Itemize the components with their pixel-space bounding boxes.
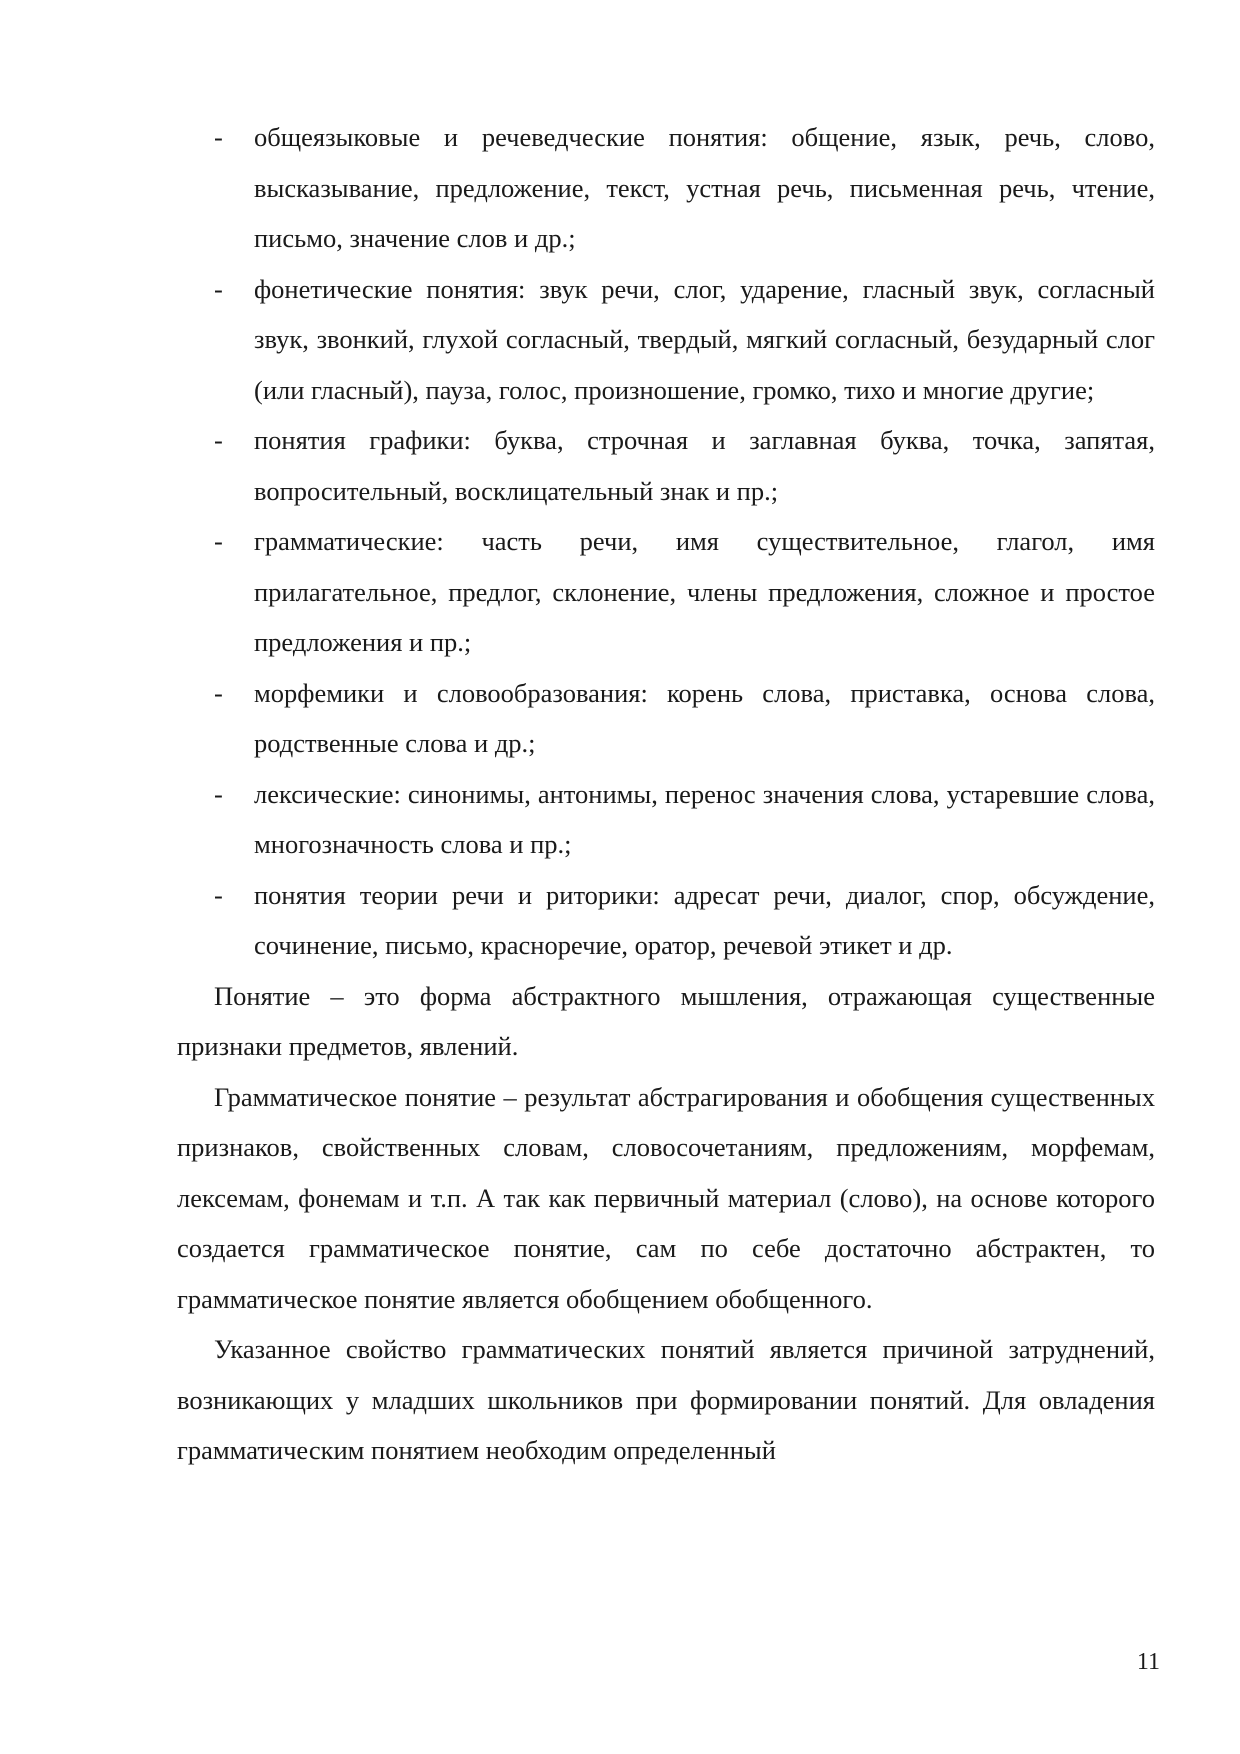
list-item-text: лексические: синонимы, антонимы, перенос значения слова, устаревшие слова, многозначность слова и пр.; [254, 778, 1155, 859]
list-item [177, 516, 1155, 668]
list-dash: - [214, 677, 223, 708]
paragraph-concept-definition: Понятие – это форма абстрактного мышления, отражающая существенные признаки предметов, явлений. [177, 980, 1155, 1061]
list-item-text: понятия графики: буква, строчная и заглавная буква, точка, запятая, вопросительный, восклицательный знак и пр.; [254, 425, 1155, 506]
list-item [177, 870, 1155, 971]
list-item-text: фонетические понятия: звук речи, слог, ударение, гласный звук, согласный звук, звонкий, глухой согласный, твердый, мягкий согласный, безударный слог (или гласный), пауза, голос, произношение, громко, тихо и многие другие; [254, 273, 1155, 405]
list-item [177, 112, 1155, 264]
list-dash: - [214, 526, 223, 556]
list-item [177, 415, 1155, 516]
page-number: 11 [1136, 1649, 1160, 1675]
list-dash: - [214, 122, 223, 152]
list-dash: - [214, 273, 223, 304]
list-item [177, 668, 1155, 769]
page-body [177, 112, 1155, 1476]
list-item-text: грамматические: часть речи, имя существительное, глагол, имя прилагательное, предлог, склонение, члены предложения, сложное и простое предложения и пр.; [254, 526, 1155, 657]
list-dash: - [214, 879, 223, 910]
list-item [177, 769, 1155, 870]
paragraph-difficulties: Указанное свойство грамматических понятий является причиной затруднений, возникающих у младших школьников при формировании понятий. Для овладения грамматическим понятием необходим определенный [177, 1334, 1155, 1465]
list-item-text: морфемики и словообразования: корень слова, приставка, основа слова, родственные слова и др.; [254, 677, 1155, 758]
list-dash: - [214, 425, 223, 455]
list-dash: - [214, 778, 223, 809]
list-item-text: общеязыковые и речеведческие понятия: общение, язык, речь, слово, высказывание, предложение, текст, устная речь, письменная речь, чтение, письмо, значение слов и др.; [254, 122, 1155, 253]
list-item-text: понятия теории речи и риторики: адресат речи, диалог, спор, обсуждение, сочинение, письмо, красноречие, оратор, речевой этикет и др. [254, 879, 1155, 960]
concepts-list [177, 112, 1155, 971]
list-item [177, 264, 1155, 416]
paragraph-grammatical-concept: Грамматическое понятие – результат абстрагирования и обобщения существенных признаков, свойственных словам, словосочетаниям, предложениям, морфемам, лексемам, фонемам и т.п. А так как первичный материал (слово), на основе которого создается грамматическое понятие, сам по себе достаточно абстрактен, то грамматическое понятие является обобщением обобщенного. [177, 1081, 1155, 1314]
